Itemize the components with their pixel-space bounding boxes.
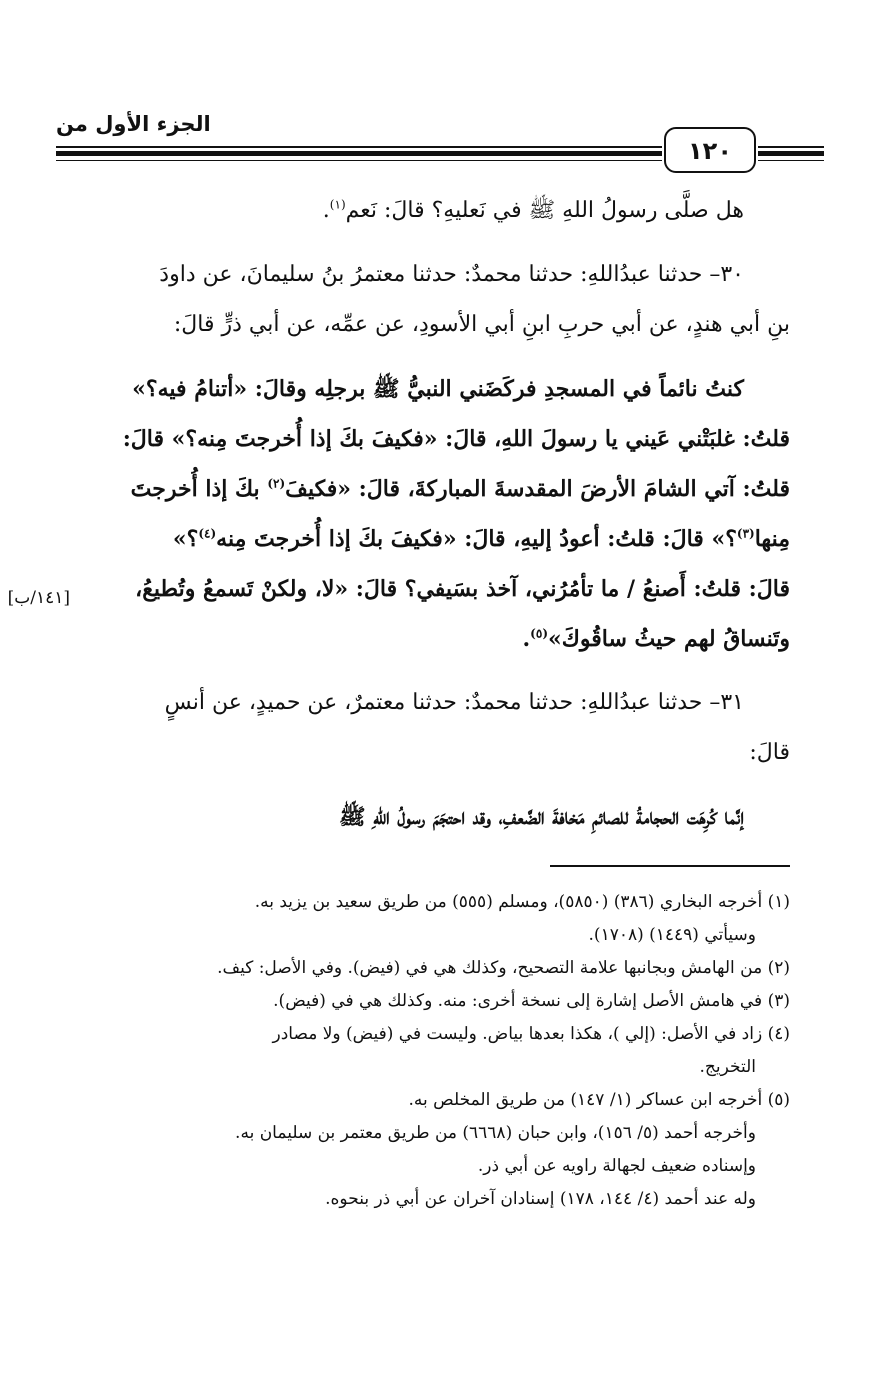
hadith-text-line: إنَّما كُرِهَت الحجامةُ للصائمِ مَخافةَ الضَّعفِ، وقد احتجَمَ رسولُ اللهِ ﷺ [339, 804, 744, 830]
footnotes [78, 886, 790, 1216]
footnote-line: وأخرجه أحمد (٥/ ١٥٦)، وابن حبان (٦٦٦٨) من طريق معتمر بن سليمان به. [235, 1123, 756, 1143]
hadith-text-line [78, 464, 790, 514]
header-rule [758, 151, 824, 156]
text-span: ؟» [172, 526, 199, 552]
header-rule [56, 146, 662, 148]
footnote-separator [550, 865, 790, 867]
text-span: بكَ إذا أُخرجتَ [130, 476, 268, 502]
footnote-line: وإسناده ضعيف لجهالة راويه عن أبي ذر. [477, 1156, 756, 1176]
footnote-ref: (٥) [530, 626, 548, 641]
spacer [78, 350, 790, 364]
main-text [78, 186, 790, 842]
header-rule [758, 160, 824, 161]
hadith-chain-line: ٣٠– حدثنا عبدُاللهِ: حدثنا محمدٌ: حدثنا معتمرُ بنُ سليمانَ، عن داودَ [159, 262, 744, 287]
footnote-line: (١) أخرجه البخاري (٣٨٦) (٥٨٥٠)، ومسلم (٥٥٥) من طريق سعيد بن يزيد به. [254, 892, 790, 912]
hadith-chain-line: قالَ: [749, 740, 790, 765]
footnote-line: (٣) في هامش الأصل إشارة إلى نسخة أخرى: منه. وكذلك هي في (فيض). [273, 991, 790, 1011]
header-rule [56, 160, 662, 161]
hadith-chain-line: بنِ أبي هندٍ، عن أبي حربِ ابنِ أبي الأسودِ، عن عمِّه، عن أبي ذرٍّ قالَ: [173, 312, 790, 337]
hadith-text-line: قالَ: قلتُ: أَصنعُ / ما تأمُرُني، آخذ بسَيفي؟ قالَ: «لا، ولكنْ تَسمعُ وتُطيعُ، [135, 576, 790, 602]
footnote-ref: (١) [329, 197, 346, 212]
footnote-ref: (٢) [267, 476, 286, 491]
running-title: الجزء الأول من [56, 112, 211, 136]
text-span: وتَنساقُ لهم حيثُ ساقُوكَ» [548, 626, 790, 652]
footnote-line: (٤) زاد في الأصل: (إلي )، هكذا بعدها بياض. وليست في (فيض) ولا مصادر [272, 1024, 790, 1044]
spacer [78, 778, 790, 792]
text-span: . [522, 626, 531, 652]
footnote-ref: (٣) [736, 526, 755, 541]
manuscript-folio-marker: [١٤١/ب] [7, 588, 70, 608]
footnote-line: التخريج. [699, 1057, 756, 1077]
footnote-ref: (٤) [198, 526, 217, 541]
text-span: هل صلَّى رسولُ اللهِ ﷺ في نَعليهِ؟ قالَ: نَعم [345, 198, 744, 223]
hadith-text-line: قلتُ: غلبَتْني عَيني يا رسولَ اللهِ، قالَ: «فكيفَ بكَ إذا أُخرجتَ مِنه؟» قالَ: [122, 426, 790, 452]
footnote-line: (٢) من الهامش وبجانبها علامة التصحيح، وكذلك هي في (فيض). وفي الأصل: كيف. [217, 958, 790, 978]
text-span: قلتُ: آتي الشامَ الأرضَ المقدسةَ المباركةَ، قالَ: «فكيفَ [285, 476, 790, 502]
header-rule [758, 146, 824, 148]
footnote-line: وله عند أحمد (٤/ ١٤٤، ١٧٨) إسنادان آخران عن أبي ذر بنحوه. [325, 1189, 756, 1209]
page-number: ١٢٠ [664, 127, 756, 173]
text-span: ؟» قالَ: قلتُ: أعودُ إليهِ، قالَ: «فكيفَ بكَ إذا أُخرجتَ مِنه [216, 526, 737, 552]
text-line [78, 186, 790, 236]
text-span: مِنها [754, 526, 790, 552]
spacer [78, 664, 790, 678]
text-span: . [322, 198, 330, 223]
footnote-line: وسيأتي (١٤٤٩) (١٧٠٨). [588, 925, 756, 945]
hadith-text-line [78, 514, 790, 564]
hadith-chain-line: ٣١– حدثنا عبدُاللهِ: حدثنا محمدٌ: حدثنا معتمرٌ، عن حميدٍ، عن أنسٍ [164, 690, 744, 715]
footnote-line: (٥) أخرجه ابن عساكر (١/ ١٤٧) من طريق المخلص به. [408, 1090, 790, 1110]
header-rule [56, 151, 662, 156]
hadith-text-line [78, 614, 790, 664]
spacer [78, 236, 790, 250]
hadith-text-line: كنتُ نائماً في المسجدِ فركَضَني النبيُّ ﷺ برجلِه وقالَ: «أتنامُ فيه؟» [132, 376, 744, 402]
